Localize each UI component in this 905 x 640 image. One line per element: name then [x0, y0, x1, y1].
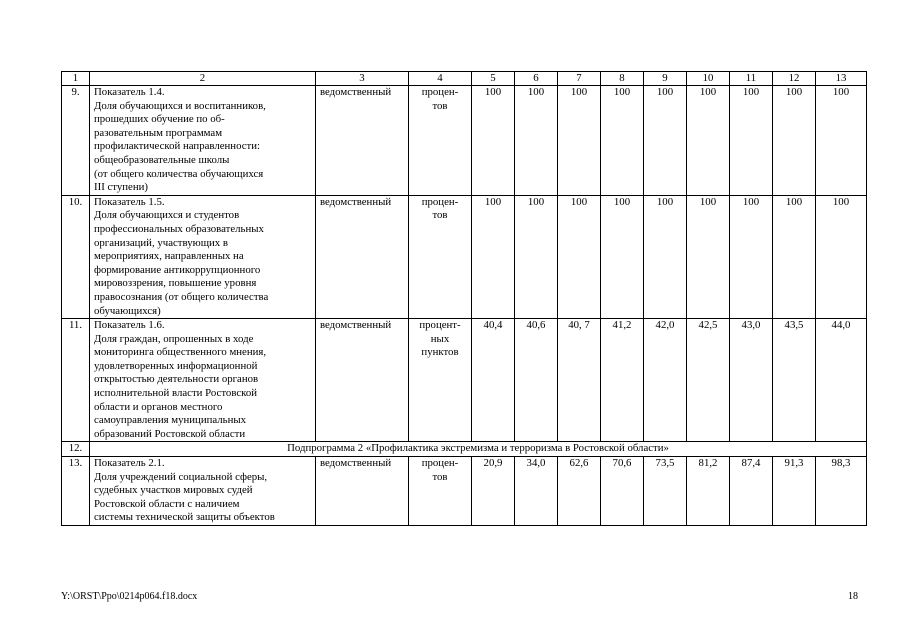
indicator-name-line: области и органов местного [94, 400, 223, 413]
indicator-value: 100 [644, 86, 687, 196]
indicator-unit-line: процен- [421, 457, 459, 470]
indicator-row [62, 457, 867, 526]
indicator-value: 40,4 [472, 319, 515, 442]
indicator-value: 43,0 [730, 319, 773, 442]
indicator-name-line: Показатель 1.6. [94, 319, 165, 332]
row-number: 12. [62, 442, 90, 457]
indicator-name-line: мировоззрения, повышение уровня [94, 277, 257, 290]
indicator-row [62, 319, 867, 442]
indicator-value: 100 [515, 195, 558, 318]
indicator-name-line: удовлетворенных информационной [94, 359, 258, 372]
indicator-name-line: открытостью деятельности органов [94, 373, 259, 386]
indicator-value: 34,0 [515, 457, 558, 526]
indicator-value: 40, 7 [558, 319, 601, 442]
indicator-name-line: организаций, участвующих в [94, 236, 228, 249]
indicator-name-line: (от общего количества обучающихся [94, 167, 264, 180]
row-number: 9. [62, 86, 90, 196]
indicator-name-line: профилактической направленности: [94, 140, 261, 153]
indicator-value: 100 [687, 86, 730, 196]
indicator-name-line: разовательным программам [94, 126, 223, 139]
indicator-name-line: прошедших обучение по об- [94, 113, 225, 126]
column-number-header: 1 [62, 72, 90, 86]
indicator-unit-line: тов [432, 99, 448, 112]
indicator-value: 70,6 [601, 457, 644, 526]
indicator-unit [409, 86, 472, 196]
indicator-unit-line: тов [432, 209, 448, 222]
indicator-name-line: мониторинга общественного мнения, [94, 346, 267, 359]
indicator-name-line: формирование антикоррупционного [94, 263, 261, 276]
indicator-name [90, 86, 316, 196]
table-header-row [62, 72, 867, 86]
indicator-name-line: Доля обучающихся и воспитанников, [94, 99, 266, 112]
indicator-name-line: образований Ростовской области [94, 427, 246, 440]
column-number-header: 11 [730, 72, 773, 86]
indicator-unit-line: процен- [421, 195, 459, 208]
indicator-unit-line: процен- [421, 86, 459, 98]
indicator-unit-line: пунктов [421, 346, 459, 359]
subprogram-title: Подпрограмма 2 «Профилактика экстремизма и терроризма в Ростовской области» [90, 442, 867, 457]
indicator-name-line: судебных участков мировых судей [94, 484, 253, 497]
indicator-name-line: самоуправления муниципальных [94, 414, 247, 427]
indicator-value: 100 [816, 86, 867, 196]
column-number-header: 8 [601, 72, 644, 86]
indicator-name-line: Показатель 2.1. [94, 457, 165, 470]
indicator-value: 62,6 [558, 457, 601, 526]
indicator-type: ведомственный [316, 457, 409, 526]
indicator-name-line: мероприятиях, направленных на [94, 250, 244, 263]
indicator-value: 43,5 [773, 319, 816, 442]
indicator-value: 87,4 [730, 457, 773, 526]
indicator-type: ведомственный [316, 319, 409, 442]
indicator-unit [409, 319, 472, 442]
indicator-name-line: Показатель 1.4. [94, 86, 165, 98]
indicator-value: 100 [472, 195, 515, 318]
indicator-value: 100 [601, 86, 644, 196]
indicator-value: 20,9 [472, 457, 515, 526]
column-number-header: 10 [687, 72, 730, 86]
indicator-type: ведомственный [316, 86, 409, 196]
indicator-unit-line: тов [432, 470, 448, 483]
column-number-header: 6 [515, 72, 558, 86]
indicator-name [90, 457, 316, 526]
indicator-name-line: III ступени) [94, 181, 148, 194]
footer-file-path: Y:\ORST\Ppo\0214p064.f18.docx [61, 591, 198, 602]
indicator-type: ведомственный [316, 195, 409, 318]
indicator-value: 42,0 [644, 319, 687, 442]
column-number-header: 7 [558, 72, 601, 86]
indicator-name-line: Доля граждан, опрошенных в ходе [94, 332, 254, 345]
indicator-value: 41,2 [601, 319, 644, 442]
indicator-unit-line: ных [430, 332, 450, 345]
column-number-header: 13 [816, 72, 867, 86]
indicator-name [90, 195, 316, 318]
column-number-header: 12 [773, 72, 816, 86]
indicator-value: 91,3 [773, 457, 816, 526]
row-number: 11. [62, 319, 90, 442]
indicator-value: 100 [515, 86, 558, 196]
indicator-value: 100 [773, 195, 816, 318]
row-number: 13. [62, 457, 90, 526]
indicator-name-line: общеобразовательные школы [94, 153, 230, 166]
indicator-name-line: правосознания (от общего количества [94, 290, 269, 303]
column-number-header: 2 [90, 72, 316, 86]
indicator-row [62, 86, 867, 196]
indicator-value: 100 [816, 195, 867, 318]
indicator-value: 42,5 [687, 319, 730, 442]
indicator-value: 40,6 [515, 319, 558, 442]
column-number-header: 3 [316, 72, 409, 86]
indicator-name-line: профессиональных образовательных [94, 222, 264, 235]
indicator-name-line: Доля учреждений социальной сферы, [94, 470, 268, 483]
indicator-value: 100 [730, 86, 773, 196]
indicator-value: 100 [644, 195, 687, 318]
indicator-value: 100 [558, 86, 601, 196]
indicator-name [90, 319, 316, 442]
indicator-row [62, 195, 867, 318]
column-number-header: 5 [472, 72, 515, 86]
indicator-value: 100 [558, 195, 601, 318]
indicator-unit-line: процент- [419, 319, 461, 332]
indicator-name-line: обучающихся) [94, 304, 161, 317]
indicator-unit [409, 457, 472, 526]
indicator-name-line: Ростовской области с наличием [94, 497, 240, 510]
indicator-value: 44,0 [816, 319, 867, 442]
page-number: 18 [848, 591, 858, 602]
table-body [62, 72, 867, 526]
column-number-header: 9 [644, 72, 687, 86]
indicator-value: 100 [773, 86, 816, 196]
subprogram-row [62, 442, 867, 457]
row-number: 10. [62, 195, 90, 318]
indicator-name-line: системы технической защиты объектов [94, 511, 275, 524]
indicator-value: 81,2 [687, 457, 730, 526]
indicator-value: 100 [601, 195, 644, 318]
indicator-value: 100 [730, 195, 773, 318]
indicator-unit [409, 195, 472, 318]
indicators-table [61, 71, 867, 526]
indicator-name-line: исполнительной власти Ростовской [94, 387, 258, 400]
column-number-header: 4 [409, 72, 472, 86]
indicator-value: 98,3 [816, 457, 867, 526]
indicator-value: 100 [687, 195, 730, 318]
indicator-name-line: Доля обучающихся и студентов [94, 209, 240, 222]
indicator-value: 100 [472, 86, 515, 196]
indicator-name-line: Показатель 1.5. [94, 195, 165, 208]
indicator-value: 73,5 [644, 457, 687, 526]
